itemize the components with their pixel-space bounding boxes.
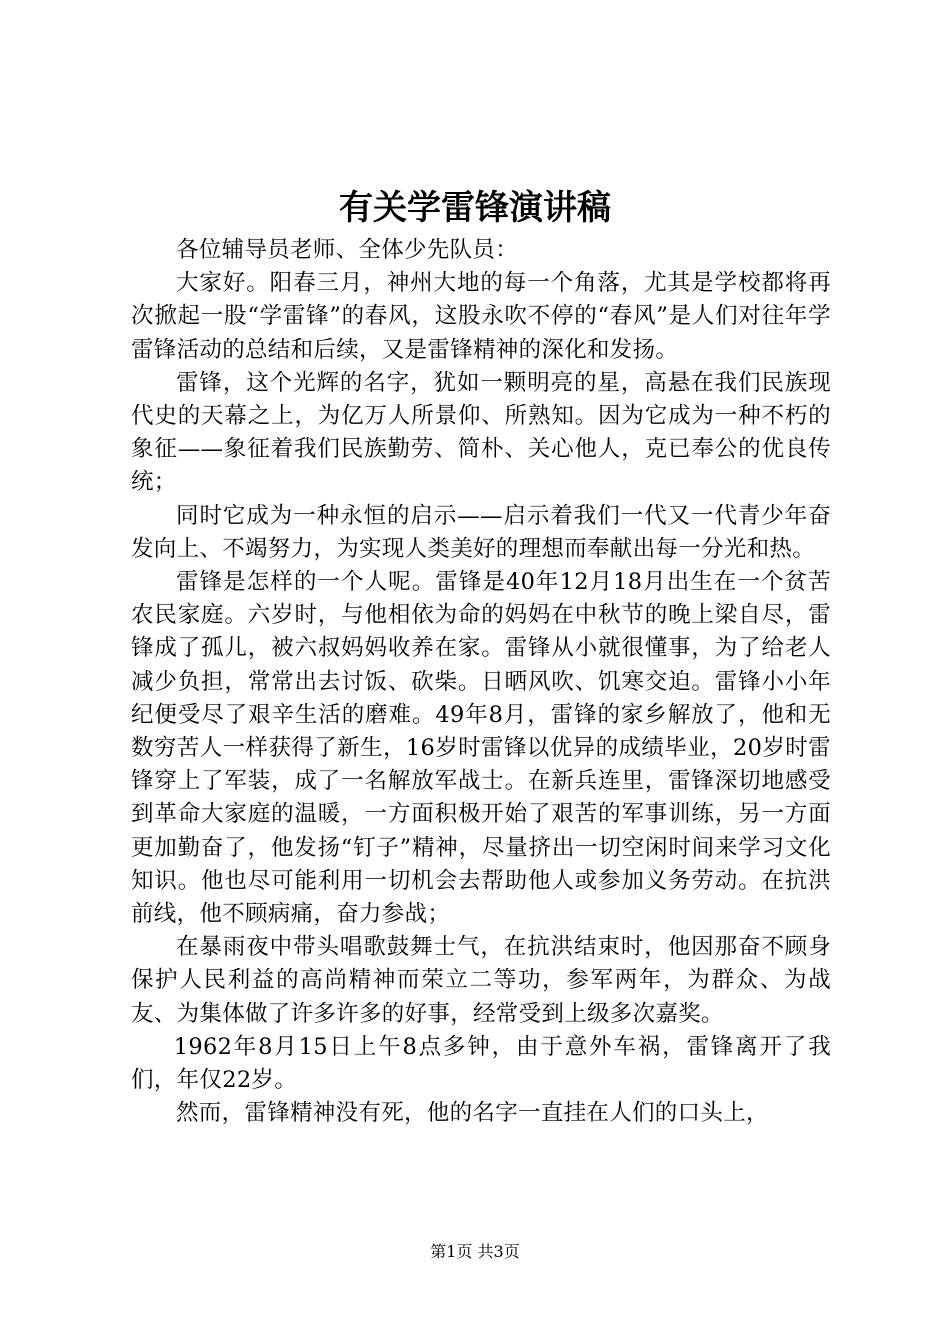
body-paragraph: 雷锋是怎样的一个人呢。雷锋是40年12月18月出生在一个贫苦农民家庭。六岁时，与他相依为命的妈妈在中秋节的晚上梁自尽，雷锋成了孤儿，被六叔妈妈收养在家。雷锋从小就很懂事，为了给老人减少负担，常常出去讨饭、砍柴。日晒风吹、饥寒交迫。雷锋小小年纪便受尽了艰辛生活的磨难。49年8月，雷锋的家乡解放了，他和无数穷苦人一样获得了新生，16岁时雷锋以优异的成绩毕业，20岁时雷锋穿上了军装，成了一名解放军战士。在新兵连里，雷锋深切地感受到革命大家庭的温暖，一方面积极开始了艰苦的军事训练，另一方面更加勤奋了，他发扬“钉子”精神，尽量挤出一切空闲时间来学习文化知识。他也尽可能利用一切机会去帮助他人或参加义务劳动。在抗洪前线，他不顾病痛，奋力参战；	[131, 569, 831, 928]
body-paragraph: 然而，雷锋精神没有死，他的名字一直挂在人们的口头上，	[176, 1100, 769, 1127]
body-paragraph: 大家好。阳春三月，神州大地的每一个角落，尤其是学校都将再次掀起一股“学雷锋”的春风，这股永吹不停的“春风”是人们对往年学雷锋活动的总结和后续，又是雷锋精神的深化和发扬。	[131, 270, 831, 363]
body-paragraph: 1962年8月15日上午8点多钟，由于意外车祸，雷锋离开了我们，年仅22岁。	[131, 1033, 831, 1094]
document-title: 有关学雷锋演讲稿	[339, 188, 611, 228]
body-paragraph: 雷锋，这个光辉的名字，犹如一颗明亮的星，高悬在我们民族现代史的天幕之上，为亿万人所景仰、所熟知。因为它成为一种不朽的象征——象征着我们民族勤劳、简朴、关心他人，克已奉公的优良传统；	[131, 369, 831, 496]
body-paragraph: 同时它成为一种永恒的启示——启示着我们一代又一代青少年奋发向上、不竭努力，为实现人类美好的理想而奉献出每一分光和热。	[131, 502, 831, 562]
salutation-paragraph: 各位辅导员老师、全体少先队员：	[176, 237, 519, 263]
page-footer: 第1页 共3页	[430, 1242, 520, 1261]
document-body	[131, 234, 831, 1130]
body-paragraph: 在暴雨夜中带头唱歌鼓舞士气，在抗洪结束时，他因那奋不顾身保护人民利益的高尚精神而荣立二等功，参军两年，为群众、为战友、为集体做了许多许多的好事，经常受到上级多次嘉奖。	[131, 934, 831, 1027]
